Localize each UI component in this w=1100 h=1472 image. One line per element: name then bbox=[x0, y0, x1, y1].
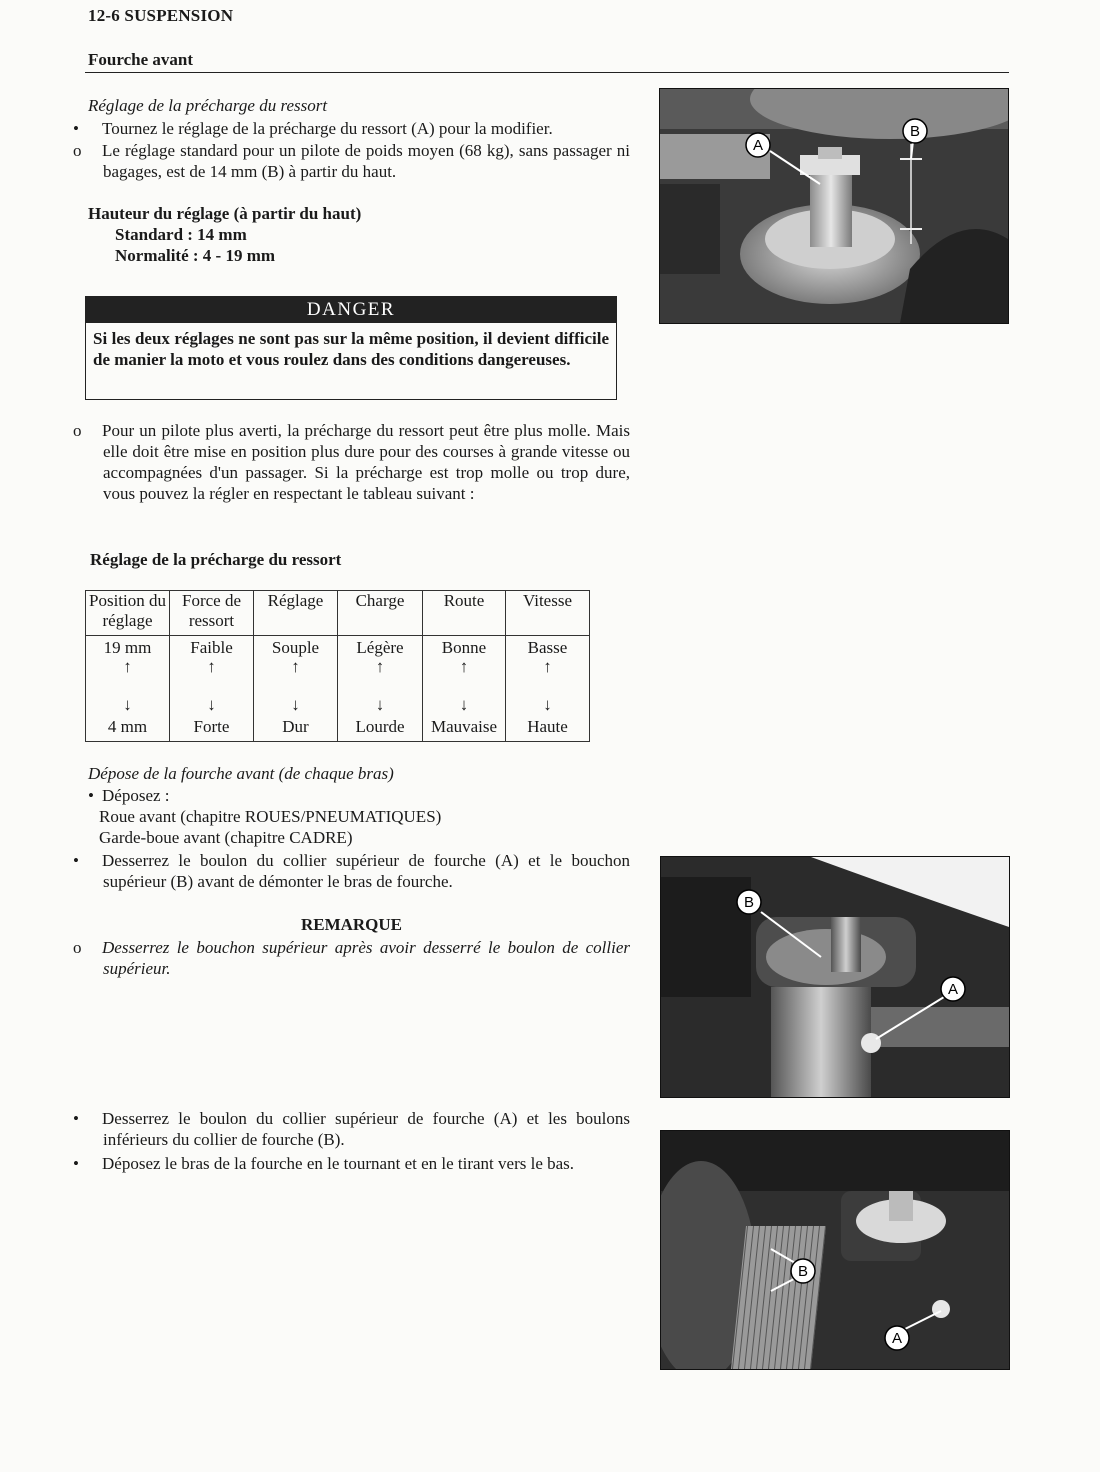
filled-bullet-icon: • bbox=[73, 1109, 79, 1128]
preload-subtitle: Réglage de la précharge du ressort bbox=[88, 96, 328, 115]
removal-bullet-3-text: Desserrez le boulon du collier supérieur de fourche (A) et les boulons inférieurs du collier de fourche (B). bbox=[102, 1109, 630, 1149]
arrow-up-icon: ↑ bbox=[123, 657, 132, 676]
top-value: Bonne bbox=[441, 638, 487, 657]
open-bullet-icon: o bbox=[73, 141, 82, 160]
top-value: 19 mm bbox=[103, 638, 152, 657]
removal-item-1: Roue avant (chapitre ROUES/PNEUMATIQUES) bbox=[99, 807, 442, 826]
preload-bullet-1-text: Tournez le réglage de la précharge du ressort (A) pour la modifier. bbox=[102, 119, 553, 138]
filled-bullet-icon: • bbox=[73, 119, 79, 138]
arrow-up-icon: ↑ bbox=[375, 657, 385, 676]
arrow-down-icon: ↓ bbox=[543, 695, 552, 714]
table-cell bbox=[86, 636, 170, 742]
bottom-value: Mauvaise bbox=[430, 717, 498, 736]
top-value: Basse bbox=[527, 638, 568, 657]
table-cell bbox=[338, 636, 423, 742]
table-cell bbox=[506, 636, 590, 742]
photo3-label-b: B bbox=[797, 1263, 809, 1280]
table-header-cell: Position du réglage bbox=[86, 591, 170, 636]
danger-text: Si les deux réglages ne sont pas sur la même position, il devient difficile de manier la moto et vous roulez dans des conditions dangereuses. bbox=[93, 329, 609, 369]
bottom-value: Haute bbox=[527, 717, 568, 736]
height-title: Hauteur du réglage (à partir du haut) bbox=[88, 204, 362, 223]
table-cell bbox=[254, 636, 338, 742]
filled-bullet-icon: • bbox=[73, 1154, 79, 1173]
removal-bullet-1-text: Déposez : bbox=[102, 786, 170, 805]
arrow-up-icon: ↑ bbox=[207, 657, 216, 676]
arrow-down-icon: ↓ bbox=[207, 695, 216, 714]
removal-bullet-4 bbox=[73, 1153, 643, 1174]
table-header-cell: Vitesse bbox=[506, 591, 590, 636]
removal-bullet-2 bbox=[73, 850, 630, 892]
note-text-content: Desserrez le bouchon supérieur après avoir desserré le boulon de collier supérieur. bbox=[102, 938, 630, 978]
advanced-paragraph bbox=[73, 420, 630, 504]
arrow-down-icon: ↓ bbox=[123, 695, 132, 714]
preload-bullet-2-text: Le réglage standard pour un pilote de poids moyen (68 kg), sans passager ni bagages, est de 14 mm (B) à partir du haut. bbox=[102, 141, 630, 181]
height-standard: Standard : 14 mm bbox=[115, 225, 247, 244]
table-row bbox=[86, 636, 590, 742]
bottom-value: Forte bbox=[193, 717, 230, 736]
photo2-label-b: B bbox=[743, 894, 755, 911]
preload-bullet-1 bbox=[73, 118, 630, 139]
photo3-label-a: A bbox=[891, 1330, 903, 1347]
arrow-down-icon: ↓ bbox=[291, 695, 300, 714]
filled-bullet-icon: • bbox=[88, 786, 94, 805]
arrow-down-icon: ↓ bbox=[375, 695, 385, 714]
photo-top-clamp bbox=[660, 856, 1010, 1098]
removal-bullet-4-text: Déposez le bras de la fourche en le tournant et en le tirant vers le bas. bbox=[102, 1154, 575, 1173]
photo-preload-adjuster bbox=[659, 88, 1009, 324]
table-header-cell: Route bbox=[423, 591, 506, 636]
top-value: Faible bbox=[190, 638, 233, 657]
table-header-cell: Charge bbox=[338, 591, 423, 636]
photo2-label-a: A bbox=[947, 981, 959, 998]
preload-table bbox=[85, 590, 590, 742]
page-header: 12-6 SUSPENSION bbox=[88, 6, 234, 25]
table-title: Réglage de la précharge du ressort bbox=[90, 550, 342, 569]
photo1-label-a: A bbox=[752, 137, 764, 154]
top-value: Souple bbox=[271, 638, 320, 657]
arrow-up-icon: ↑ bbox=[291, 657, 300, 676]
header-rule bbox=[85, 72, 1009, 73]
removal-item-2: Garde-boue avant (chapitre CADRE) bbox=[99, 828, 353, 847]
table-cell bbox=[170, 636, 254, 742]
table-cell bbox=[423, 636, 506, 742]
table-header-cell: Force de ressort bbox=[170, 591, 254, 636]
top-value: Légère bbox=[356, 638, 404, 657]
filled-bullet-icon: • bbox=[73, 851, 79, 870]
table-header-cell: Réglage bbox=[254, 591, 338, 636]
photo-lower-clamp bbox=[660, 1130, 1010, 1370]
removal-bullet-1 bbox=[88, 785, 170, 806]
bottom-value: 4 mm bbox=[107, 717, 148, 736]
preload-bullet-2 bbox=[73, 140, 630, 182]
danger-box bbox=[85, 296, 617, 400]
photo1-label-b: B bbox=[909, 123, 921, 140]
advanced-paragraph-text: Pour un pilote plus averti, la précharge du ressort peut être plus molle. Mais elle doit être mise en position plus dure pour des courses à grande vitesse ou accompagnées d'un passager. Si la précharge est trop molle ou trop dure, vous pouvez la régler en respectant le tableau suivant : bbox=[102, 421, 630, 503]
open-bullet-icon: o bbox=[73, 938, 82, 957]
note-text bbox=[73, 937, 630, 979]
bottom-value: Dur bbox=[282, 717, 309, 736]
removal-subtitle: Dépose de la fourche avant (de chaque bras) bbox=[88, 764, 394, 783]
danger-title: DANGER bbox=[86, 297, 616, 323]
note-title: REMARQUE bbox=[300, 915, 403, 934]
open-bullet-icon: o bbox=[73, 421, 82, 440]
removal-bullet-2-text: Desserrez le boulon du collier supérieur de fourche (A) et le bouchon supérieur (B) avant de démonter le bras de fourche. bbox=[102, 851, 630, 891]
arrow-up-icon: ↑ bbox=[543, 657, 552, 676]
removal-bullet-3 bbox=[73, 1108, 630, 1150]
arrow-down-icon: ↓ bbox=[459, 695, 469, 714]
bottom-value: Lourde bbox=[355, 717, 405, 736]
arrow-up-icon: ↑ bbox=[459, 657, 469, 676]
height-normal: Normalité : 4 - 19 mm bbox=[115, 246, 276, 265]
section-title: Fourche avant bbox=[88, 50, 193, 69]
table-header-row bbox=[86, 591, 590, 636]
